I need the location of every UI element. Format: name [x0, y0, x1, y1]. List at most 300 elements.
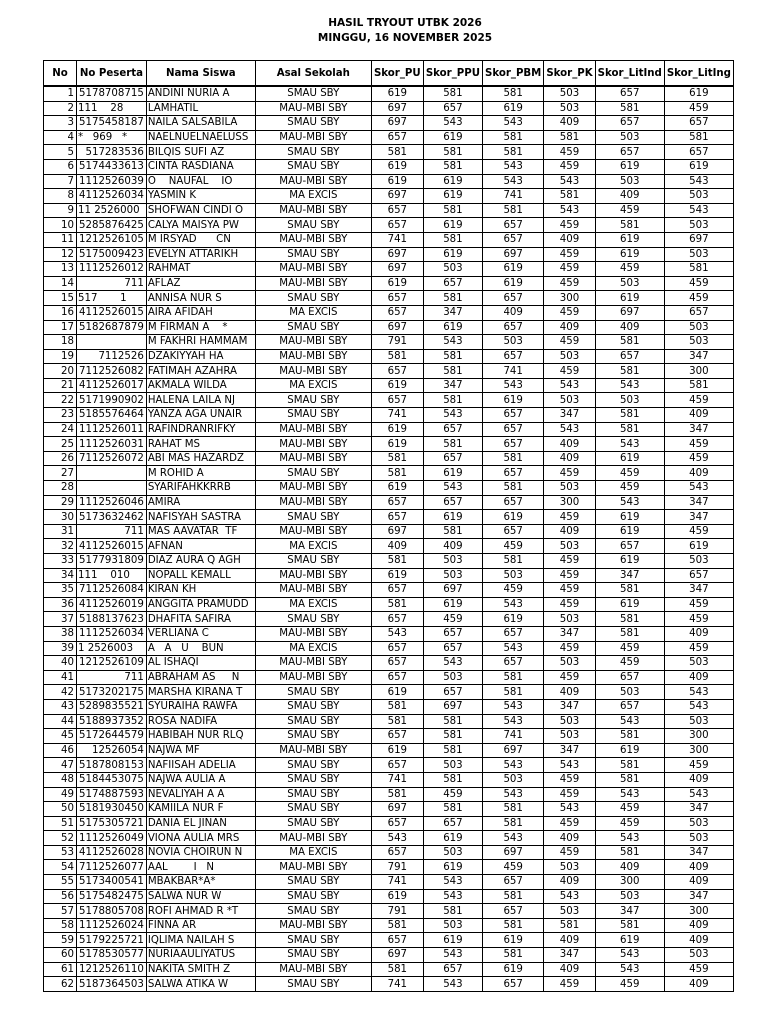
cell-skor-ppu: 543 [423, 408, 482, 423]
cell-skor-litind: 619 [595, 743, 664, 758]
cell-skor-pu: 697 [371, 262, 423, 277]
table-row [44, 714, 734, 729]
cell-asal-sekolah: MAU-MBI SBY [255, 670, 371, 685]
cell-skor-pk: 543 [544, 802, 595, 817]
cell-skor-pk: 503 [544, 729, 595, 744]
cell-skor-pu: 657 [371, 729, 423, 744]
cell-no: 28 [44, 481, 77, 496]
cell-skor-ppu: 581 [423, 437, 482, 452]
cell-no-peserta: 5188137623 [77, 612, 147, 627]
cell-no: 5 [44, 145, 77, 160]
cell-nama-siswa: DHAFITA SAFIRA [146, 612, 255, 627]
cell-no-peserta: 5285876425 [77, 218, 147, 233]
cell-skor-pu: 619 [371, 86, 423, 101]
cell-skor-pk: 543 [544, 422, 595, 437]
cell-skor-liting: 409 [664, 772, 733, 787]
cell-skor-pu: 741 [371, 772, 423, 787]
cell-asal-sekolah: SMAU SBY [255, 510, 371, 525]
cell-skor-pk: 409 [544, 524, 595, 539]
cell-skor-pk: 459 [544, 772, 595, 787]
cell-skor-pbm: 657 [483, 291, 544, 306]
cell-skor-pk: 503 [544, 86, 595, 101]
cell-skor-litind: 543 [595, 378, 664, 393]
cell-no: 36 [44, 597, 77, 612]
cell-skor-pk: 503 [544, 612, 595, 627]
cell-skor-ppu: 543 [423, 656, 482, 671]
cell-no-peserta: 5178708715 [77, 86, 147, 101]
cell-nama-siswa: SALWA NUR W [146, 889, 255, 904]
table-row [44, 554, 734, 569]
cell-nama-siswa: YANZA AGA UNAIR [146, 408, 255, 423]
cell-no: 22 [44, 393, 77, 408]
cell-asal-sekolah: SMAU SBY [255, 816, 371, 831]
cell-skor-pu: 619 [371, 481, 423, 496]
cell-skor-pk: 409 [544, 437, 595, 452]
cell-skor-liting: 581 [664, 130, 733, 145]
cell-skor-litind: 581 [595, 918, 664, 933]
header-skor-ppu: Skor_PPU [423, 61, 482, 87]
cell-skor-pk: 347 [544, 699, 595, 714]
cell-nama-siswa: SYARIFAHKKRRB [146, 481, 255, 496]
cell-asal-sekolah: SMAU SBY [255, 699, 371, 714]
cell-asal-sekolah: MAU-MBI SBY [255, 583, 371, 598]
cell-skor-ppu: 409 [423, 539, 482, 554]
cell-skor-pk: 459 [544, 262, 595, 277]
cell-skor-pu: 657 [371, 816, 423, 831]
cell-skor-pk: 543 [544, 758, 595, 773]
cell-skor-pbm: 657 [483, 218, 544, 233]
cell-no: 35 [44, 583, 77, 598]
table-row [44, 130, 734, 145]
cell-skor-litind: 543 [595, 495, 664, 510]
header-skor-litind: Skor_LitInd [595, 61, 664, 87]
cell-no-peserta: 12526054 [77, 743, 147, 758]
cell-no: 1 [44, 86, 77, 101]
cell-skor-pu: 657 [371, 670, 423, 685]
cell-skor-liting: 503 [664, 554, 733, 569]
cell-asal-sekolah: MA EXCIS [255, 539, 371, 554]
cell-skor-liting: 503 [664, 656, 733, 671]
cell-asal-sekolah: SMAU SBY [255, 612, 371, 627]
cell-skor-pbm: 543 [483, 378, 544, 393]
cell-nama-siswa: KAMIILA NUR F [146, 802, 255, 817]
cell-skor-litind: 459 [595, 466, 664, 481]
cell-no-peserta: 7112526072 [77, 451, 147, 466]
table-row [44, 320, 734, 335]
cell-nama-siswa: AL ISHAQI [146, 656, 255, 671]
cell-skor-litind: 543 [595, 962, 664, 977]
cell-skor-litind: 409 [595, 320, 664, 335]
cell-asal-sekolah: SMAU SBY [255, 933, 371, 948]
cell-skor-litind: 581 [595, 335, 664, 350]
table-row [44, 247, 734, 262]
cell-nama-siswa: ABI MAS HAZARDZ [146, 451, 255, 466]
table-row [44, 875, 734, 890]
cell-asal-sekolah: SMAU SBY [255, 86, 371, 101]
cell-no-peserta: 1112526031 [77, 437, 147, 452]
cell-asal-sekolah: SMAU SBY [255, 116, 371, 131]
cell-skor-pbm: 657 [483, 524, 544, 539]
cell-skor-pbm: 619 [483, 276, 544, 291]
cell-no: 25 [44, 437, 77, 452]
cell-skor-pbm: 657 [483, 466, 544, 481]
table-row [44, 539, 734, 554]
cell-skor-pbm: 619 [483, 510, 544, 525]
cell-skor-pbm: 543 [483, 641, 544, 656]
cell-skor-pu: 657 [371, 393, 423, 408]
cell-skor-pk: 459 [544, 466, 595, 481]
cell-skor-pk: 581 [544, 130, 595, 145]
cell-skor-pbm: 581 [483, 816, 544, 831]
cell-nama-siswa: AFLAZ [146, 276, 255, 291]
cell-skor-litind: 581 [595, 772, 664, 787]
cell-skor-litind: 543 [595, 714, 664, 729]
cell-skor-litind: 459 [595, 262, 664, 277]
cell-skor-liting: 459 [664, 291, 733, 306]
table-row [44, 948, 734, 963]
cell-skor-liting: 543 [664, 699, 733, 714]
cell-skor-ppu: 543 [423, 948, 482, 963]
cell-skor-pbm: 581 [483, 948, 544, 963]
cell-no-peserta: 5175482475 [77, 889, 147, 904]
cell-asal-sekolah: MA EXCIS [255, 305, 371, 320]
cell-skor-ppu: 503 [423, 758, 482, 773]
cell-skor-pbm: 697 [483, 247, 544, 262]
cell-no: 49 [44, 787, 77, 802]
cell-asal-sekolah: MAU-MBI SBY [255, 568, 371, 583]
cell-asal-sekolah: MAU-MBI SBY [255, 626, 371, 641]
cell-skor-ppu: 503 [423, 670, 482, 685]
header-skor-pu: Skor_PU [371, 61, 423, 87]
cell-no: 59 [44, 933, 77, 948]
cell-skor-pk: 459 [544, 554, 595, 569]
cell-skor-pbm: 581 [483, 145, 544, 160]
cell-nama-siswa: AFNAN [146, 539, 255, 554]
cell-asal-sekolah: SMAU SBY [255, 393, 371, 408]
cell-skor-pbm: 657 [483, 408, 544, 423]
cell-skor-pu: 581 [371, 962, 423, 977]
cell-skor-ppu: 581 [423, 232, 482, 247]
cell-no-peserta: 4112526034 [77, 189, 147, 204]
cell-skor-litind: 347 [595, 568, 664, 583]
cell-skor-pbm: 581 [483, 86, 544, 101]
cell-nama-siswa: FINNA AR [146, 918, 255, 933]
cell-no-peserta: 1 2526003 [77, 641, 147, 656]
cell-skor-pbm: 657 [483, 349, 544, 364]
cell-asal-sekolah: SMAU SBY [255, 247, 371, 262]
cell-no-peserta: 5179225721 [77, 933, 147, 948]
cell-skor-ppu: 543 [423, 481, 482, 496]
cell-skor-liting: 459 [664, 641, 733, 656]
cell-nama-siswa: ANGGITA PRAMUDD [146, 597, 255, 612]
cell-no: 20 [44, 364, 77, 379]
cell-skor-ppu: 581 [423, 802, 482, 817]
cell-skor-liting: 300 [664, 904, 733, 919]
cell-skor-pu: 697 [371, 948, 423, 963]
cell-nama-siswa: HABIBAH NUR RLQ [146, 729, 255, 744]
table-row [44, 335, 734, 350]
cell-skor-litind: 581 [595, 729, 664, 744]
cell-nama-siswa: CALYA MAISYA PW [146, 218, 255, 233]
cell-asal-sekolah: MAU-MBI SBY [255, 203, 371, 218]
table-row [44, 101, 734, 116]
cell-skor-litind: 581 [595, 364, 664, 379]
cell-skor-litind: 543 [595, 437, 664, 452]
cell-skor-liting: 347 [664, 583, 733, 598]
cell-skor-litind: 657 [595, 86, 664, 101]
cell-no-peserta: 1112526012 [77, 262, 147, 277]
cell-nama-siswa: SHOFWAN CINDI O [146, 203, 255, 218]
cell-nama-siswa: AMIRA [146, 495, 255, 510]
cell-skor-litind: 503 [595, 174, 664, 189]
cell-skor-liting: 347 [664, 495, 733, 510]
cell-skor-pu: 741 [371, 875, 423, 890]
cell-skor-ppu: 581 [423, 524, 482, 539]
cell-skor-pbm: 543 [483, 116, 544, 131]
cell-skor-pbm: 581 [483, 685, 544, 700]
cell-skor-pbm: 581 [483, 918, 544, 933]
table-row [44, 159, 734, 174]
cell-no: 38 [44, 626, 77, 641]
cell-no-peserta: 1212526110 [77, 962, 147, 977]
cell-no-peserta: 517 1 [77, 291, 147, 306]
cell-nama-siswa: MAS AAVATAR TF [146, 524, 255, 539]
cell-skor-pk: 503 [544, 860, 595, 875]
cell-skor-ppu: 619 [423, 466, 482, 481]
cell-no: 61 [44, 962, 77, 977]
cell-skor-liting: 503 [664, 320, 733, 335]
cell-skor-pu: 619 [371, 889, 423, 904]
cell-skor-litind: 657 [595, 349, 664, 364]
cell-skor-pu: 619 [371, 276, 423, 291]
table-row [44, 422, 734, 437]
cell-skor-litind: 459 [595, 481, 664, 496]
cell-skor-ppu: 657 [423, 685, 482, 700]
cell-no: 44 [44, 714, 77, 729]
cell-skor-pk: 543 [544, 203, 595, 218]
cell-skor-pbm: 619 [483, 962, 544, 977]
cell-nama-siswa: RAHMAT [146, 262, 255, 277]
cell-skor-pu: 791 [371, 860, 423, 875]
cell-skor-liting: 657 [664, 568, 733, 583]
cell-no: 34 [44, 568, 77, 583]
cell-skor-pbm: 581 [483, 554, 544, 569]
table-row [44, 889, 734, 904]
cell-asal-sekolah: MA EXCIS [255, 845, 371, 860]
cell-no: 32 [44, 539, 77, 554]
table-row [44, 962, 734, 977]
table-row [44, 524, 734, 539]
cell-nama-siswa: RAFINDRANRIFKY [146, 422, 255, 437]
cell-skor-liting: 543 [664, 787, 733, 802]
cell-skor-pu: 581 [371, 714, 423, 729]
cell-asal-sekolah: MAU-MBI SBY [255, 451, 371, 466]
cell-nama-siswa: CINTA RASDIANA [146, 159, 255, 174]
cell-no: 51 [44, 816, 77, 831]
cell-skor-pu: 657 [371, 933, 423, 948]
cell-nama-siswa: VERLIANA C [146, 626, 255, 641]
table-row [44, 349, 734, 364]
table-row [44, 933, 734, 948]
cell-skor-ppu: 503 [423, 262, 482, 277]
cell-skor-litind: 459 [595, 977, 664, 992]
cell-skor-pu: 581 [371, 451, 423, 466]
header-nama-siswa: Nama Siswa [146, 61, 255, 87]
cell-no: 21 [44, 378, 77, 393]
cell-skor-pk: 300 [544, 291, 595, 306]
cell-skor-pk: 347 [544, 743, 595, 758]
cell-no-peserta: 7112526082 [77, 364, 147, 379]
cell-skor-pk: 409 [544, 116, 595, 131]
cell-no: 26 [44, 451, 77, 466]
cell-skor-liting: 300 [664, 364, 733, 379]
cell-skor-pbm: 697 [483, 845, 544, 860]
table-row [44, 393, 734, 408]
cell-skor-ppu: 619 [423, 860, 482, 875]
cell-skor-pk: 300 [544, 495, 595, 510]
cell-no-peserta: 711 [77, 524, 147, 539]
cell-no-peserta: 1112526011 [77, 422, 147, 437]
cell-skor-pu: 619 [371, 378, 423, 393]
header-no-peserta: No Peserta [77, 61, 147, 87]
cell-asal-sekolah: MAU-MBI SBY [255, 349, 371, 364]
cell-skor-pu: 697 [371, 247, 423, 262]
cell-skor-pu: 657 [371, 203, 423, 218]
report-date: MINGGU, 16 NOVEMBER 2025 [317, 32, 493, 44]
table-row [44, 787, 734, 802]
cell-skor-pu: 619 [371, 159, 423, 174]
table-header-row [44, 61, 734, 87]
cell-no: 54 [44, 860, 77, 875]
cell-skor-pu: 543 [371, 831, 423, 846]
cell-no-peserta: 5177931809 [77, 554, 147, 569]
cell-skor-litind: 657 [595, 145, 664, 160]
cell-skor-ppu: 459 [423, 612, 482, 627]
cell-no-peserta [77, 466, 147, 481]
cell-asal-sekolah: MAU-MBI SBY [255, 262, 371, 277]
cell-skor-pbm: 657 [483, 437, 544, 452]
cell-no-peserta: 4112526028 [77, 845, 147, 860]
cell-skor-liting: 543 [664, 174, 733, 189]
cell-no: 6 [44, 159, 77, 174]
cell-skor-liting: 619 [664, 86, 733, 101]
cell-skor-pbm: 543 [483, 787, 544, 802]
cell-skor-liting: 459 [664, 597, 733, 612]
header-skor-pk: Skor_PK [544, 61, 595, 87]
cell-skor-litind: 459 [595, 656, 664, 671]
cell-no: 29 [44, 495, 77, 510]
cell-skor-pk: 409 [544, 962, 595, 977]
cell-skor-liting: 459 [664, 962, 733, 977]
cell-skor-pu: 619 [371, 437, 423, 452]
table-row [44, 145, 734, 160]
cell-asal-sekolah: MAU-MBI SBY [255, 918, 371, 933]
cell-asal-sekolah: MAU-MBI SBY [255, 101, 371, 116]
table-row [44, 597, 734, 612]
cell-no-peserta: 5185576464 [77, 408, 147, 423]
cell-skor-liting: 347 [664, 802, 733, 817]
cell-skor-pu: 657 [371, 656, 423, 671]
cell-skor-litind: 543 [595, 787, 664, 802]
cell-skor-litind: 619 [595, 247, 664, 262]
cell-skor-ppu: 619 [423, 218, 482, 233]
cell-skor-ppu: 697 [423, 699, 482, 714]
cell-skor-ppu: 543 [423, 116, 482, 131]
cell-skor-liting: 503 [664, 189, 733, 204]
cell-skor-pu: 657 [371, 495, 423, 510]
cell-nama-siswa: HALENA LAILA NJ [146, 393, 255, 408]
cell-skor-pu: 657 [371, 758, 423, 773]
cell-skor-liting: 409 [664, 977, 733, 992]
cell-skor-pu: 657 [371, 612, 423, 627]
cell-skor-pu: 581 [371, 145, 423, 160]
cell-skor-litind: 409 [595, 189, 664, 204]
cell-no: 3 [44, 116, 77, 131]
cell-skor-ppu: 543 [423, 875, 482, 890]
cell-skor-pk: 347 [544, 948, 595, 963]
table-row [44, 743, 734, 758]
cell-skor-litind: 581 [595, 758, 664, 773]
cell-skor-ppu: 581 [423, 729, 482, 744]
cell-no-peserta: 5188937352 [77, 714, 147, 729]
cell-asal-sekolah: SMAU SBY [255, 466, 371, 481]
header-skor-liting: Skor_LitIng [664, 61, 733, 87]
cell-asal-sekolah: MA EXCIS [255, 641, 371, 656]
cell-skor-pu: 657 [371, 130, 423, 145]
cell-skor-pbm: 657 [483, 422, 544, 437]
cell-no-peserta: 1112526049 [77, 831, 147, 846]
table-row [44, 495, 734, 510]
cell-no-peserta: 4112526015 [77, 305, 147, 320]
cell-asal-sekolah: SMAU SBY [255, 291, 371, 306]
cell-skor-ppu: 657 [423, 451, 482, 466]
cell-skor-pk: 543 [544, 174, 595, 189]
cell-skor-pk: 503 [544, 714, 595, 729]
cell-asal-sekolah: MA EXCIS [255, 597, 371, 612]
cell-no: 30 [44, 510, 77, 525]
cell-skor-pk: 409 [544, 831, 595, 846]
cell-skor-liting: 347 [664, 889, 733, 904]
cell-skor-ppu: 347 [423, 378, 482, 393]
cell-no: 45 [44, 729, 77, 744]
cell-skor-liting: 409 [664, 466, 733, 481]
cell-skor-pk: 459 [544, 787, 595, 802]
cell-nama-siswa: YASMIN K [146, 189, 255, 204]
cell-no: 23 [44, 408, 77, 423]
cell-skor-ppu: 619 [423, 174, 482, 189]
table-row [44, 232, 734, 247]
table-row [44, 189, 734, 204]
cell-skor-pk: 459 [544, 247, 595, 262]
cell-nama-siswa: NAJWA AULIA A [146, 772, 255, 787]
cell-skor-pbm: 543 [483, 758, 544, 773]
cell-asal-sekolah: MAU-MBI SBY [255, 437, 371, 452]
cell-skor-litind: 619 [595, 510, 664, 525]
cell-nama-siswa: ROFI AHMAD R *T [146, 904, 255, 919]
cell-skor-litind: 619 [595, 554, 664, 569]
cell-skor-pbm: 741 [483, 364, 544, 379]
table-row [44, 378, 734, 393]
cell-skor-pbm: 459 [483, 539, 544, 554]
cell-asal-sekolah: MAU-MBI SBY [255, 174, 371, 189]
cell-asal-sekolah: SMAU SBY [255, 408, 371, 423]
cell-no-peserta: 5171990902 [77, 393, 147, 408]
cell-skor-ppu: 581 [423, 772, 482, 787]
cell-skor-ppu: 657 [423, 101, 482, 116]
cell-nama-siswa: SYURAIHA RAWFA [146, 699, 255, 714]
cell-skor-litind: 459 [595, 203, 664, 218]
cell-skor-liting: 347 [664, 422, 733, 437]
